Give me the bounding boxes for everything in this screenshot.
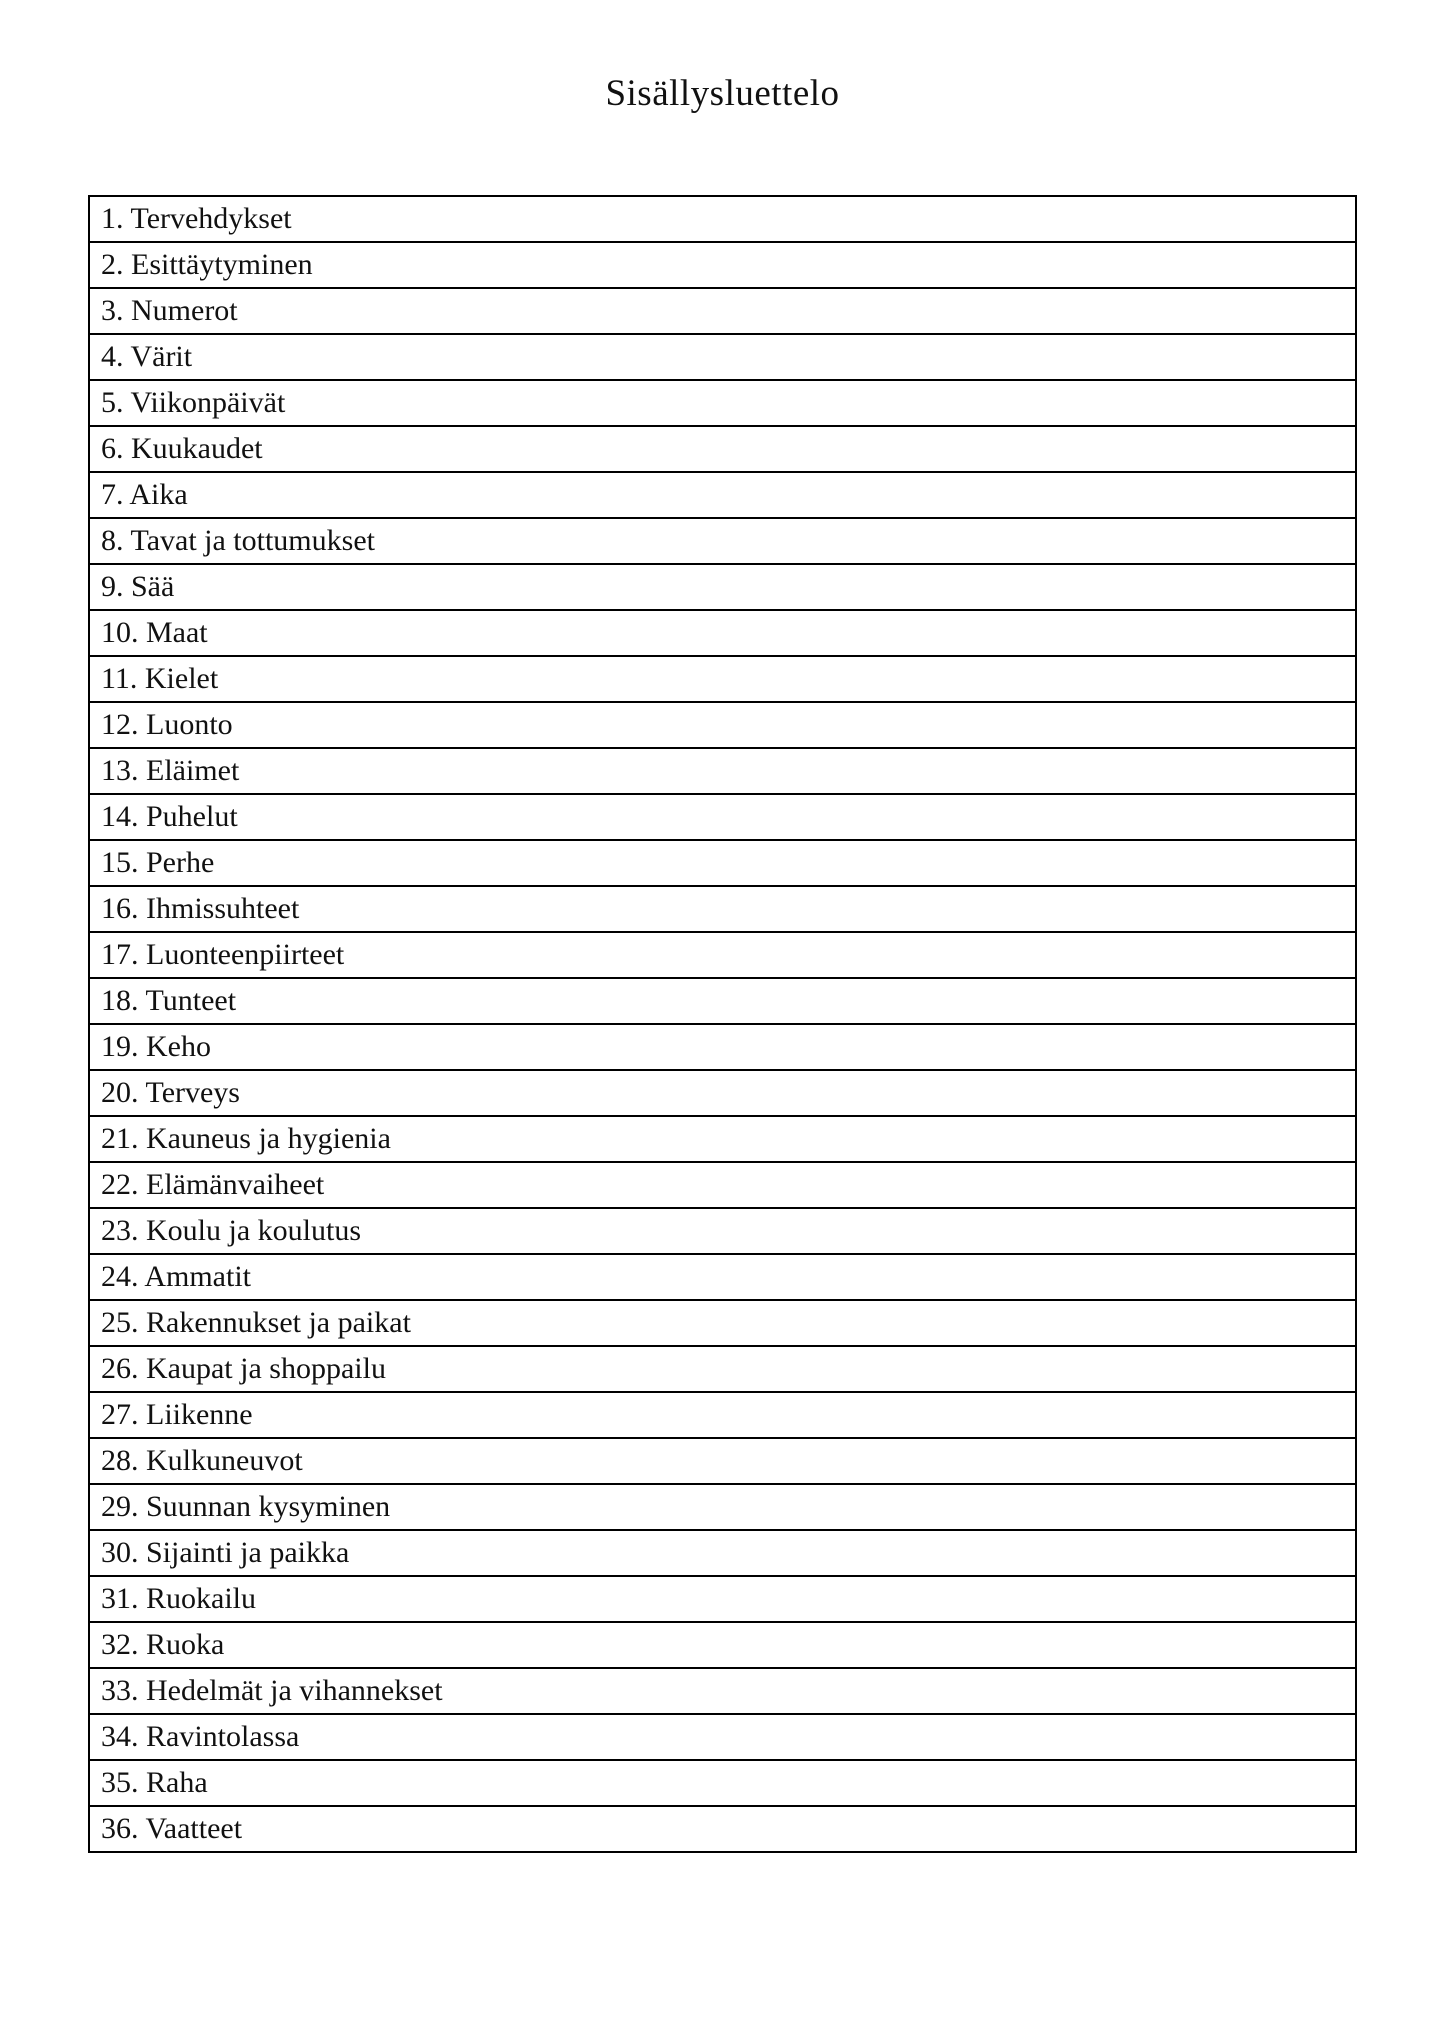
toc-entry-text: 15. Perhe	[101, 846, 215, 879]
toc-row	[88, 1299, 1357, 1347]
toc-entry-text: 28. Kulkuneuvot	[101, 1444, 303, 1477]
toc-entry-text: 18. Tunteet	[101, 984, 237, 1017]
toc-entry-text: 1. Tervehdykset	[101, 202, 292, 235]
toc-entry-text: 4. Värit	[101, 340, 193, 373]
toc-row	[88, 287, 1357, 335]
toc-row	[88, 701, 1357, 749]
toc-entry-text: 9. Sää	[101, 570, 175, 603]
toc-row	[88, 977, 1357, 1025]
toc-entry-text: 13. Eläimet	[101, 754, 240, 787]
toc-entry-text: 5. Viikonpäivät	[101, 386, 286, 419]
toc-entry-text: 8. Tavat ja tottumukset	[101, 524, 375, 557]
toc-row	[88, 655, 1357, 703]
toc-row	[88, 1437, 1357, 1485]
toc-row	[88, 195, 1357, 243]
toc-row	[88, 1161, 1357, 1209]
toc-entry-text: 34. Ravintolassa	[101, 1720, 300, 1753]
page-title: Sisällysluettelo	[605, 73, 840, 114]
toc-row	[88, 747, 1357, 795]
toc-entry-text: 22. Elämänvaiheet	[101, 1168, 325, 1201]
toc-row	[88, 241, 1357, 289]
toc-entry-text: 36. Vaatteet	[101, 1812, 243, 1845]
toc-entry-text: 31. Ruokailu	[101, 1582, 256, 1615]
toc-entry-text: 33. Hedelmät ja vihannekset	[101, 1674, 443, 1707]
toc-entry-text: 14. Puhelut	[101, 800, 238, 833]
toc-entry-text: 2. Esittäytyminen	[101, 248, 313, 281]
toc-row	[88, 1391, 1357, 1439]
toc-entry-text: 27. Liikenne	[101, 1398, 253, 1431]
toc-row	[88, 563, 1357, 611]
toc-row	[88, 471, 1357, 519]
toc-row	[88, 1667, 1357, 1715]
toc-entry-text: 26. Kaupat ja shoppailu	[101, 1352, 386, 1385]
toc-entry-text: 29. Suunnan kysyminen	[101, 1490, 391, 1523]
toc-row	[88, 379, 1357, 427]
toc-entry-text: 25. Rakennukset ja paikat	[101, 1306, 411, 1339]
toc-entry-text: 10. Maat	[101, 616, 208, 649]
toc-entry-text: 32. Ruoka	[101, 1628, 225, 1661]
toc-entry-text: 12. Luonto	[101, 708, 233, 741]
toc-row	[88, 1575, 1357, 1623]
toc-row	[88, 1207, 1357, 1255]
toc-row	[88, 1023, 1357, 1071]
toc-row	[88, 885, 1357, 933]
toc-row	[88, 609, 1357, 657]
toc-row	[88, 1713, 1357, 1761]
toc-row	[88, 333, 1357, 381]
toc-entry-text: 21. Kauneus ja hygienia	[101, 1122, 391, 1155]
toc-entry-text: 35. Raha	[101, 1766, 208, 1799]
toc-entry-text: 19. Keho	[101, 1030, 211, 1063]
toc-row	[88, 425, 1357, 473]
toc-row	[88, 931, 1357, 979]
toc-table	[88, 197, 1357, 1853]
toc-row	[88, 839, 1357, 887]
toc-row	[88, 1483, 1357, 1531]
toc-entry-text: 3. Numerot	[101, 294, 238, 327]
toc-row	[88, 1069, 1357, 1117]
toc-entry-text: 11. Kielet	[101, 662, 219, 695]
toc-row	[88, 1529, 1357, 1577]
toc-entry-text: 20. Terveys	[101, 1076, 240, 1109]
toc-entry-text: 6. Kuukaudet	[101, 432, 263, 465]
toc-entry-text: 17. Luonteenpiirteet	[101, 938, 345, 971]
toc-row	[88, 1253, 1357, 1301]
toc-row	[88, 793, 1357, 841]
toc-entry-text: 16. Ihmissuhteet	[101, 892, 300, 925]
toc-row	[88, 517, 1357, 565]
toc-row	[88, 1115, 1357, 1163]
toc-entry-text: 30. Sijainti ja paikka	[101, 1536, 350, 1569]
toc-entry-text: 24. Ammatit	[101, 1260, 251, 1293]
toc-entry-text: 23. Koulu ja koulutus	[101, 1214, 361, 1247]
toc-row	[88, 1621, 1357, 1669]
toc-entry-text: 7. Aika	[101, 478, 188, 511]
toc-row	[88, 1345, 1357, 1393]
toc-row	[88, 1759, 1357, 1807]
toc-row	[88, 1805, 1357, 1853]
